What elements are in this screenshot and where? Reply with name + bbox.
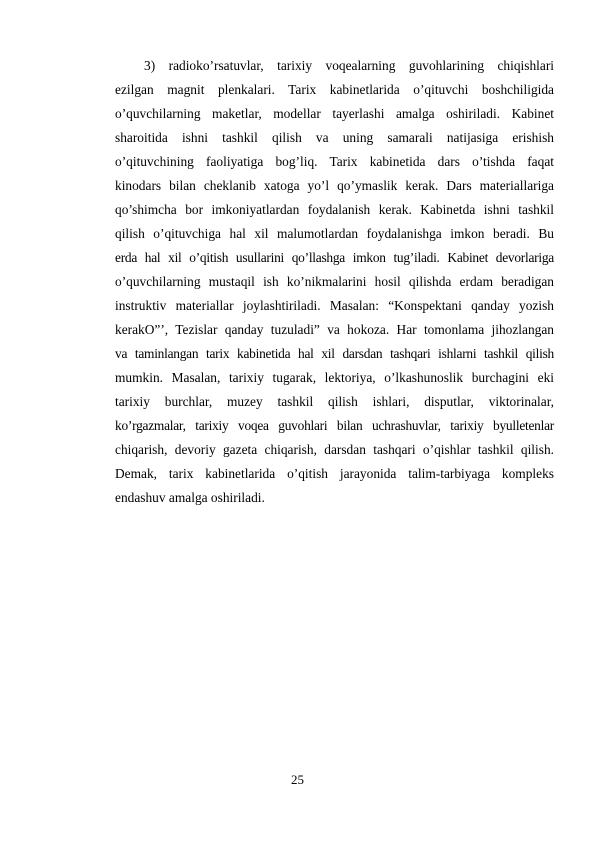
paragraph-line: ezilgan magnit plenkalari. Tarix kabinetlarida o’qituvchi boshchiligida [115,82,554,97]
paragraph-line: Demak, tarix kabinetlarida o’qitish jarayonida talim-tarbiyaga kompleks [115,466,554,481]
paragraph-line: instruktiv materiallar joylashtiriladi. Masalan: “Konspektani qanday yozish [115,298,554,313]
paragraph-line: va taminlangan tarix kabinetida hal xil darsdan tashqari ishlarni tashkil qilish [115,346,554,361]
body-paragraph [115,54,554,510]
paragraph-line: qilish o’qituvchiga hal xil malumotlardan foydalanishga imkon beradi. Bu [115,226,554,241]
paragraph-line: kerakO”’, Tezislar qanday tuzuladi” va hokoza. Har tomonlama jihozlangan [115,322,554,337]
page-number: 25 [291,772,304,787]
paragraph-line: qo’shimcha bor imkoniyatlardan foydalanish kerak. Kabinetda ishni tashkil [115,202,554,217]
paragraph-line: ko’rgazmalar, tarixiy voqea guvohlari bilan uchrashuvlar, tarixiy byulletenlar [115,418,554,433]
paragraph-line: chiqarish, devoriy gazeta chiqarish, darsdan tashqari o’qishlar tashkil qilish. [115,442,554,457]
paragraph-line: o’qituvchining faoliyatiga bog’liq. Tarix kabinetida dars o’tishda faqat [115,154,554,169]
paragraph-line: mumkin. Masalan, tarixiy tugarak, lektoriya, o’lkashunoslik burchagini eki [115,370,554,385]
paragraph-line: tarixiy burchlar, muzey tashkil qilish ishlari, disputlar, viktorinalar, [115,394,554,409]
paragraph-line: sharoitida ishni tashkil qilish va uning samarali natijasiga erishish [115,130,554,145]
paragraph-line: kinodars bilan cheklanib xatoga yo’l qo’ymaslik kerak. Dars materiallariga [115,178,554,193]
paragraph-line: endashuv amalga oshiriladi. [115,490,265,505]
paragraph-line: o’quvchilarning mustaqil ish ko’nikmalarini hosil qilishda erdam beradigan [115,274,554,289]
paragraph-line: o’quvchilarning maketlar, modellar tayerlashi amalga oshiriladi. Kabinet [115,106,554,121]
paragraph-line: erda hal xil o’qitish usullarini qo’llashga imkon tug’iladi. Kabinet devorlariga [115,250,554,265]
paragraph-line: 3) radioko’rsatuvlar, tarixiy voqealarning guvohlarining chiqishlari [144,58,554,73]
